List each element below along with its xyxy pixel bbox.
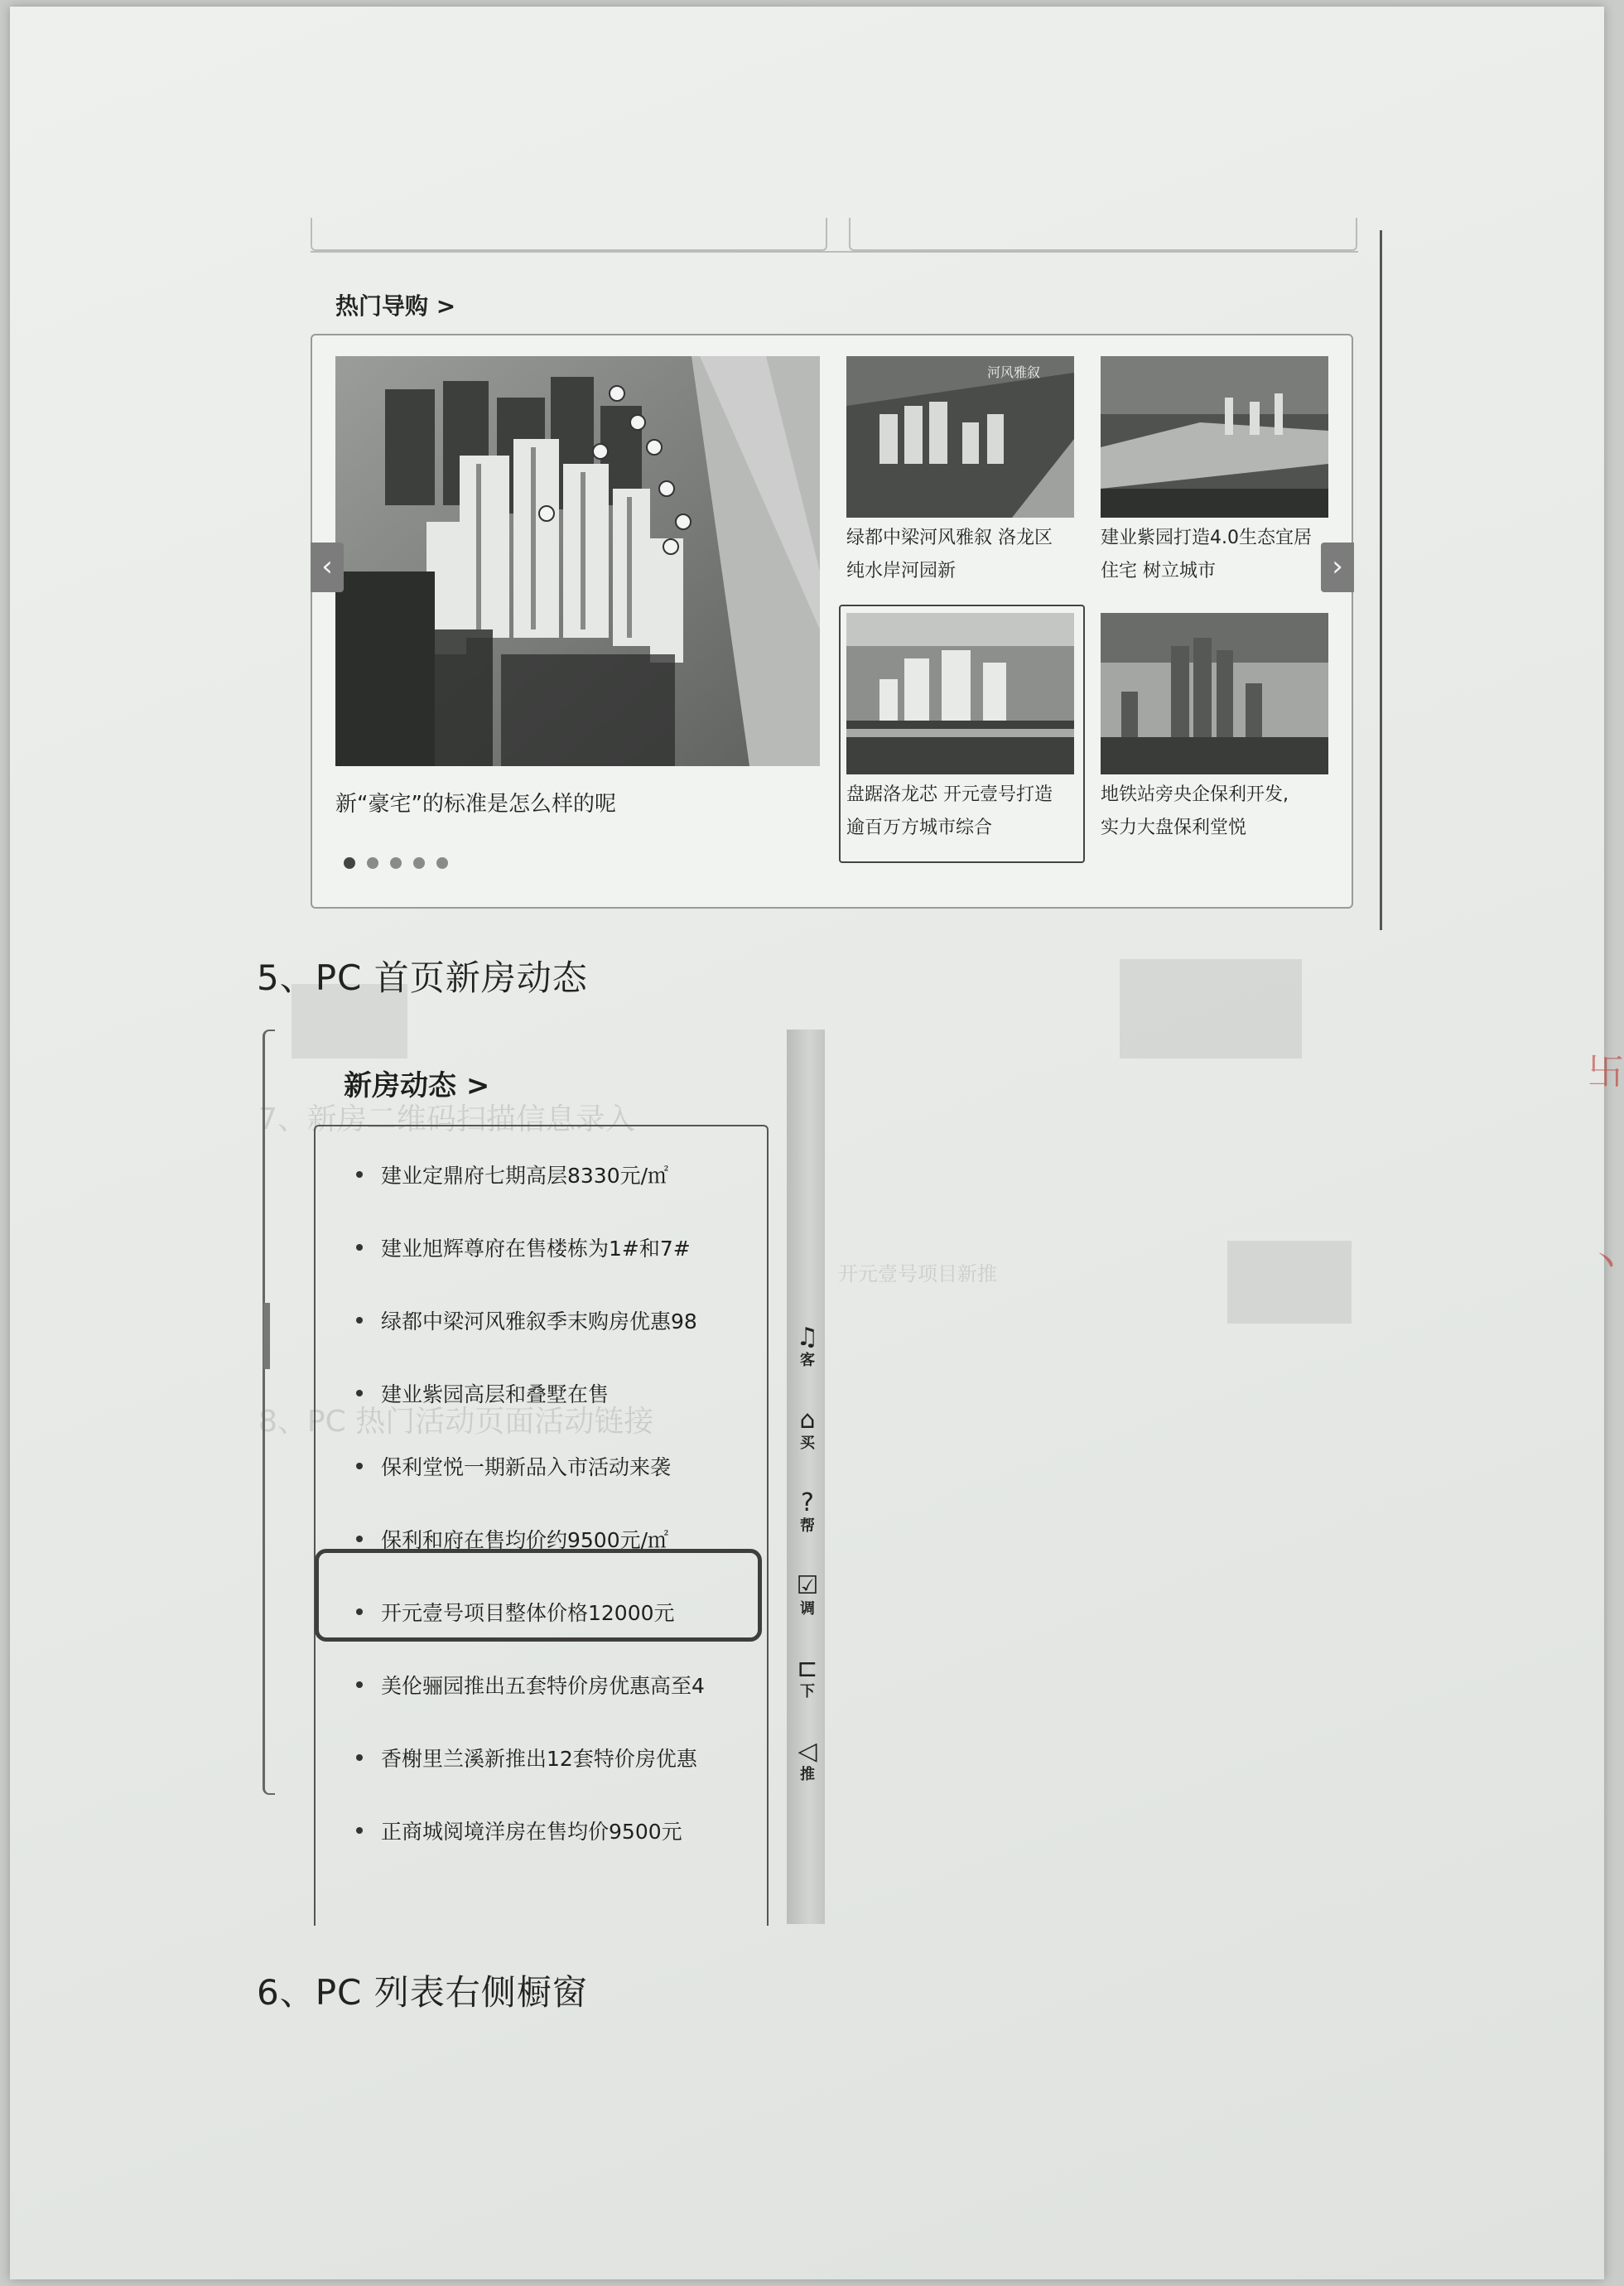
carousel-dot[interactable] [344,857,355,869]
guide-card-3-photo[interactable] [846,613,1074,774]
bullet-icon [356,1681,363,1688]
sidebar-download[interactable] [790,1655,825,1701]
guide-card-2-photo[interactable] [1101,356,1328,518]
check-icon: ☑ [796,1571,819,1600]
hot-guide-title[interactable]: 热门导购 > [335,292,456,320]
bleed-through-block [1227,1241,1352,1324]
promote-icon: ◁ [798,1737,817,1766]
red-stamp-fragment: 卐 [1588,1051,1624,1093]
bullet-icon [356,1390,363,1396]
paper-sheet [10,7,1624,2279]
news-list-item[interactable] [356,1670,705,1700]
news-list-item[interactable] [356,1743,697,1772]
news-list-item[interactable] [356,1305,697,1335]
previous-panel-right [849,218,1357,251]
section-heading-6: 6、PC 列表右侧橱窗 [257,1972,588,2013]
guide-card-2-caption-line1: 建业紫园打造4.0生态宜居 [1101,528,1312,548]
aerial-town-illustration [846,356,1074,518]
carousel-next-arrow[interactable]: › [1321,543,1354,592]
highrise-complex-illustration [846,613,1074,774]
bullet-icon [356,1463,363,1469]
news-item-text: 建业定鼎府七期高层8330元/㎡ [381,1164,669,1188]
download-icon: ⊏ [797,1654,818,1683]
news-list-item[interactable] [356,1232,691,1262]
bleed-through-text: 8、PC 热门活动页面活动链接 [258,1405,654,1439]
news-item-text: 绿都中梁河风雅叙季末购房优惠98 [381,1309,697,1334]
sidebar-buy-house[interactable] [790,1406,825,1453]
sidebar-survey[interactable] [790,1572,825,1618]
previous-panel-left [311,218,827,251]
sidebar-label: 推 [800,1766,815,1783]
headset-icon: ♫ [796,1323,819,1352]
bullet-icon [356,1317,363,1324]
help-icon: ? [801,1488,814,1517]
previous-section-border [311,218,1358,253]
news-list-item[interactable] [356,1160,668,1189]
news-item-text: 保利堂悦一期新品入市活动来袭 [381,1455,672,1479]
guide-card-3-caption[interactable] [846,779,1082,845]
guide-card-4-caption-line1: 地铁站旁央企保利开发, [1101,784,1289,805]
news-item-text: 香榭里兰溪新推出12套特价房优惠 [381,1747,697,1771]
tower-skyline-illustration [1101,613,1328,774]
news-item-text: 美伦骊园推出五套特价房优惠高至4 [381,1674,705,1698]
sidebar-customer-service[interactable] [790,1324,825,1370]
guide-card-4-photo[interactable] [1101,613,1328,774]
sidebar-label: 调 [800,1600,815,1618]
sidebar-label: 帮 [800,1517,815,1535]
left-bracket-tab [263,1303,270,1369]
guide-card-3-caption-line2: 逾百万方城市综合 [846,817,993,838]
bullet-icon [356,1536,363,1542]
house-icon: ⌂ [799,1406,816,1435]
guide-card-1-caption[interactable] [846,522,1082,588]
bullet-icon [356,1827,363,1834]
bleed-through-block [1120,959,1302,1059]
left-bracket-rule [263,1030,275,1795]
riverside-illustration [1101,356,1328,518]
hot-guide-screenshot [308,218,1385,930]
sidebar-label: 客 [800,1352,815,1369]
guide-card-2-caption-line2: 住宅 树立城市 [1101,561,1216,581]
svg-text:河风雅叙: 河风雅叙 [987,364,1041,380]
highlight-annotation-box [315,1549,762,1642]
carousel-dot[interactable] [436,857,448,869]
sidebar-help[interactable] [790,1489,825,1536]
bullet-icon [356,1244,363,1251]
section-heading-5: 5、PC 首页新房动态 [257,957,588,998]
guide-card-1-caption-line2: 纯水岸河园新 [846,561,957,581]
guide-card-4-caption-line2: 实力大盘保利堂悦 [1101,817,1247,838]
guide-card-1-photo[interactable] [846,356,1074,518]
guide-card-1-caption-line1: 绿都中梁河风雅叙 洛龙区 [846,528,1053,548]
guide-card-3-caption-line1: 盘踞洛龙芯 开元壹号打造 [846,784,1053,805]
carousel-dot[interactable] [413,857,425,869]
news-item-text: 正商城阅境洋房在售均价9500元 [381,1820,682,1844]
news-item-text: 开元壹号项目整体价格12000元 [381,1601,675,1625]
page-right-rule [1380,230,1382,930]
guide-card-2-caption[interactable] [1101,522,1337,588]
sidebar-label: 下 [800,1683,815,1700]
main-carousel-caption[interactable]: 新“豪宅”的标准是怎么样的呢 [335,792,616,817]
carousel-dot[interactable] [390,857,402,869]
news-item-text: 保利和府在售均价约9500元/㎡ [381,1528,669,1552]
guide-card-4-caption[interactable] [1101,779,1337,845]
hot-guide-panel [311,334,1353,909]
sidebar-label: 买 [800,1435,815,1452]
news-list-item[interactable] [356,1451,671,1481]
news-list-item[interactable] [356,1378,609,1408]
carousel-dots [344,857,448,869]
sidebar-promote[interactable] [790,1738,825,1784]
aerial-building-illustration [335,356,820,766]
bullet-icon [356,1171,363,1178]
news-item-text: 建业旭辉尊府在售楼栋为1#和7# [381,1237,691,1261]
news-list-item[interactable] [356,1816,682,1845]
news-item-text: 建业紫园高层和叠墅在售 [381,1382,610,1406]
new-house-news-title[interactable]: 新房动态 > [344,1069,490,1102]
red-stamp-fragment: 丶 [1588,1242,1624,1284]
main-carousel-photo[interactable] [335,356,820,766]
carousel-prev-arrow[interactable]: ‹ [311,543,344,592]
bullet-icon [356,1754,363,1761]
new-house-news-screenshot [258,1030,838,1924]
floating-sidebar [787,1030,825,1924]
bleed-through-text: 开元壹号项目新推 [838,1262,997,1285]
carousel-dot[interactable] [367,857,378,869]
bleed-through-text: 7、新房二维码扫描信息录入 [258,1102,635,1136]
